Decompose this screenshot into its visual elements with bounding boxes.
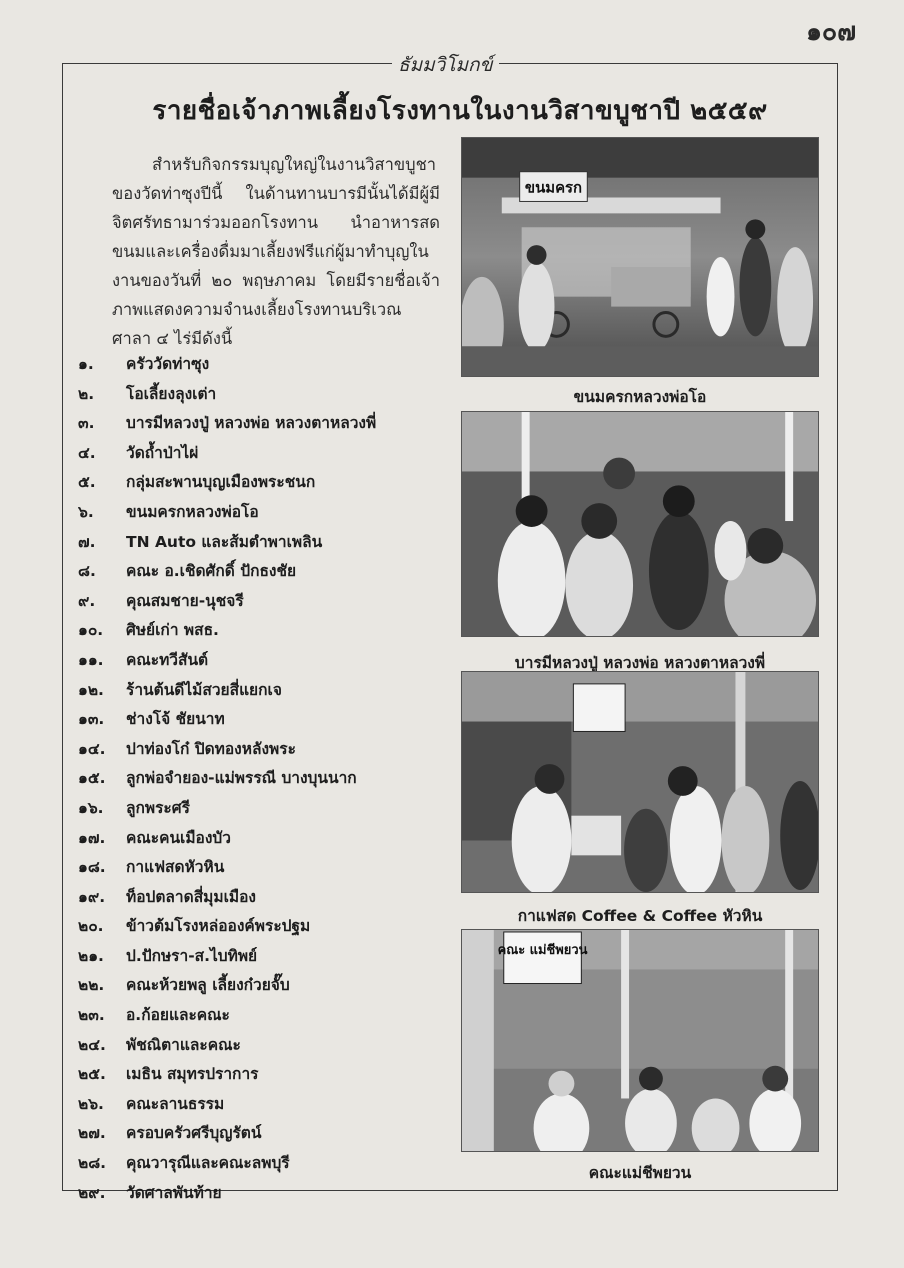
list-item	[78, 380, 450, 410]
list-number: ๒๔.	[78, 1035, 106, 1054]
sponsor-name: วัดถ้ำป่าไผ่	[126, 443, 199, 462]
photo-caption: คณะแม่ชีพยวน	[588, 1164, 692, 1182]
sponsor-name: คณะห้วยพลู เลี้ยงก๋วยจั๊บ	[126, 976, 290, 995]
list-item	[78, 942, 450, 972]
list-number: ๒.	[78, 384, 95, 403]
sponsor-name: ท็อปตลาดสี่มุมเมือง	[126, 887, 256, 906]
photo-caption: ขนมครกหลวงพ่อโอ	[573, 388, 707, 406]
sponsor-name: พัชณิตาและคณะ	[126, 1035, 241, 1054]
sponsor-name: กลุ่มสะพานบุญเมืองพระชนก	[126, 473, 316, 492]
list-number: ๖.	[78, 502, 94, 521]
list-number: ๑๙.	[78, 887, 106, 906]
list-item	[78, 468, 450, 498]
sponsor-name: วัดศาลพันท้าย	[126, 1183, 222, 1202]
list-number: ๒๒.	[78, 976, 105, 995]
sponsor-name: TN Auto และส้มตำพาเพลิน	[126, 532, 323, 551]
sponsor-name: ศิษย์เก่า พสธ.	[126, 621, 219, 640]
list-item	[78, 587, 450, 617]
list-number: ๑๕.	[78, 769, 106, 788]
photo-crowd	[461, 411, 819, 637]
sponsor-name: คุณสมชาย-นุชจรี	[126, 591, 244, 610]
sponsor-name: บารมีหลวงปู่ หลวงพ่อ หลวงตาหลวงพี่	[126, 414, 377, 433]
list-number: ๑๑.	[78, 650, 104, 669]
photo-mae-chi-group	[461, 929, 819, 1152]
list-item	[78, 1119, 450, 1149]
list-item	[78, 1031, 450, 1061]
running-header: ธัมมวิโมกข์	[392, 50, 499, 80]
sponsor-name: คณะ อ.เชิดศักดิ์ ปักธงชัย	[126, 562, 297, 581]
list-item	[78, 1060, 450, 1090]
list-number: ๑.	[78, 355, 94, 373]
list-item	[78, 498, 450, 528]
sponsor-name: ลูกพระศรี	[126, 798, 190, 817]
sponsor-name: คณะลานธรรม	[126, 1094, 225, 1113]
list-number: ๒๘.	[78, 1154, 107, 1173]
sponsor-list	[78, 350, 450, 1208]
list-item	[78, 646, 450, 676]
list-number: ๕.	[78, 473, 96, 492]
list-item	[78, 676, 450, 706]
list-item	[78, 912, 450, 942]
list-number: ๑๔.	[78, 739, 106, 758]
page-title: รายชื่อเจ้าภาพเลี้ยงโรงทานในงานวิสาขบูชาปี ๒๕๕๙	[152, 96, 768, 126]
list-item	[78, 853, 450, 883]
list-item	[78, 883, 450, 913]
group-sign: คณะ แม่ชีพยวน	[497, 942, 588, 958]
sponsor-name: ลูกพ่อจำยอง-แม่พรรณี บางบุนนาก	[126, 769, 357, 788]
list-number: ๒๑.	[78, 946, 104, 965]
sponsor-name: ขนมครกหลวงพ่อโอ	[126, 502, 259, 521]
photo-caption: บารมีหลวงปู่ หลวงพ่อ หลวงตาหลวงพี่	[514, 654, 766, 672]
list-number: ๒๐.	[78, 917, 104, 936]
list-number: ๒๖.	[78, 1094, 104, 1113]
list-number: ๓.	[78, 414, 95, 433]
list-item	[78, 557, 450, 587]
sponsor-name: กาแฟสดหัวหิน	[126, 858, 225, 877]
page-number: ๑๐๗	[806, 17, 856, 46]
sponsor-name: โอเลี้ยงลุงเต่า	[126, 384, 217, 403]
list-item	[78, 1179, 450, 1209]
sponsor-name: ร้านต้นดีไม้สวยสี่แยกเจ	[126, 680, 282, 699]
list-item	[78, 528, 450, 558]
list-item	[78, 824, 450, 854]
list-number: ๑๓.	[78, 710, 105, 729]
photo-caption: กาแฟสด Coffee & Coffee หัวหิน	[517, 907, 763, 925]
list-number: ๗.	[78, 532, 96, 551]
list-item	[78, 350, 450, 380]
sponsor-name: อ.ก้อยและคณะ	[126, 1006, 230, 1025]
photo-coffee-stall	[461, 671, 819, 893]
list-number: ๙.	[78, 591, 96, 610]
list-number: ๑๗.	[78, 828, 106, 847]
list-number: ๑๐.	[78, 621, 104, 640]
list-item	[78, 735, 450, 765]
list-number: ๔.	[78, 443, 96, 462]
list-number: ๒๙.	[78, 1183, 106, 1202]
list-number: ๑๖.	[78, 798, 104, 817]
list-item	[78, 1090, 450, 1120]
sponsor-name: คณะคนเมืองบัว	[126, 828, 231, 847]
sponsor-name: ข้าวต้มโรงหล่อองค์พระปฐม	[126, 917, 311, 936]
list-number: ๘.	[78, 562, 96, 581]
sponsor-name: คณะทวีสันต์	[126, 650, 209, 669]
list-item	[78, 616, 450, 646]
stall-sign: ขนมครก	[524, 178, 583, 197]
list-item	[78, 439, 450, 469]
sponsor-name: ช่างโจ้ ชัยนาท	[126, 710, 225, 729]
sponsor-name: เมธิน สมุทรปราการ	[126, 1065, 259, 1084]
list-item	[78, 764, 450, 794]
sponsor-name: คุณวารุณีและคณะลพบุรี	[126, 1154, 290, 1173]
list-number: ๒๕.	[78, 1065, 106, 1084]
photo-khanom-khrok-stall	[461, 137, 819, 377]
list-number: ๑๘.	[78, 858, 106, 877]
list-item	[78, 1149, 450, 1179]
list-number: ๒๓.	[78, 1006, 105, 1025]
list-item	[78, 971, 450, 1001]
sponsor-name: ครัววัดท่าซุง	[126, 355, 210, 373]
list-number: ๑๒.	[78, 680, 104, 699]
sponsor-name: ป.ปักษรา-ส.ไบทิพย์	[126, 946, 258, 965]
list-item	[78, 705, 450, 735]
list-item	[78, 1001, 450, 1031]
sponsor-name: ครอบครัวศรีบุญรัตน์	[126, 1124, 262, 1143]
sponsor-name: ปาท่องโก๋ ปิดทองหลังพระ	[126, 739, 296, 758]
list-item	[78, 409, 450, 439]
list-number: ๒๗.	[78, 1124, 106, 1143]
list-item	[78, 794, 450, 824]
intro-paragraph: สำหรับกิจกรรมบุญใหญ่ในงานวิสาขบูชาของวัดท่าซุงปีนี้ ในด้านทานบารมีนั้นได้มีผู้มีจิตศรัทธามาร่วมออกโรงทาน นำอาหารสด ขนมและเครื่องดื่มมาเลี้ยงฟรีแก่ผู้มาทำบุญในงานของวันที่ ๒๐ พฤษภาคม โดยมีรายชื่อเจ้าภาพแสดงความจำนงเลี้ยงโรงทานบริเวณศาลา ๔ ไร่มีดังนี้	[112, 155, 440, 348]
